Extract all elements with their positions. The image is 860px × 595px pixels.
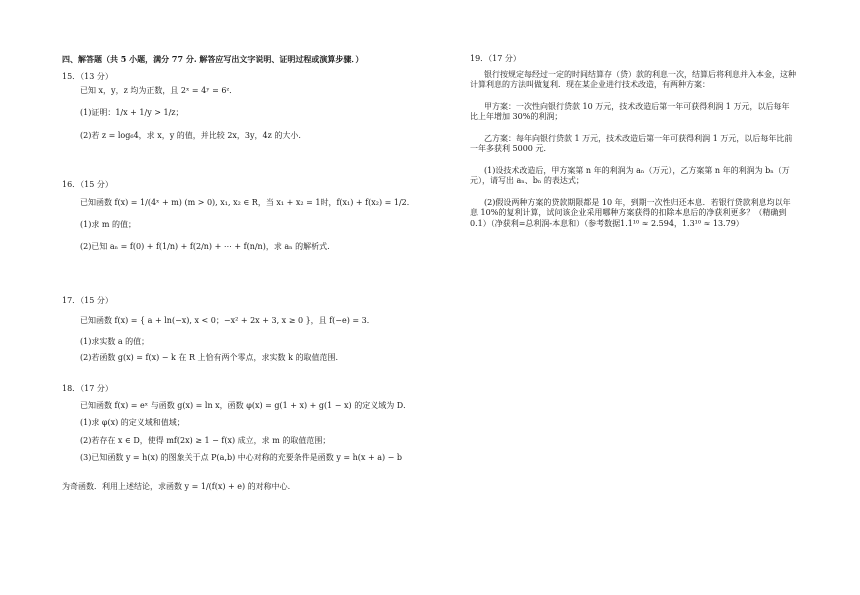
q18-head: 18．（17 分） [62,384,113,393]
q18-part3-cont: 为奇函数．利用上述结论，求函数 y = 1/(f(x) + e) 的对称中心. [62,482,291,491]
q19-plan-b-text: 乙方案：每年向银行贷款 1 万元，技术改造后第一年可获得利润 1 万元，以后每年比前一年多获利 5000 元． [470,134,793,154]
q15-part1: (1)证明：1/x + 1/y > 1/z； [80,108,184,117]
q18-part3: (3)已知函数 y = h(x) 的图象关于点 P(a,b) 中心对称的充要条件是函数 y = h(x + a) − b [80,453,403,462]
q17-part1: (1)求实数 a 的值； [80,337,150,346]
q18-part1: (1)求 φ(x) 的定义域和值域； [80,418,185,427]
q15-stem: 已知 x，y，z 均为正数，且 2ˣ = 4ʸ = 6ᶻ． [80,86,238,95]
q16-head: 16．（15 分） [62,180,113,189]
q16-stem: 已知函数 f(x) = 1/(4ˣ + m) (m > 0), x₁, x₂ ∈ R，当 x₁ + x₂ = 1时，f(x₁) + f(x₂) = 1/2． [80,198,415,207]
q19-part2-text: (2)假设两种方案的贷款期限都是 10 年，到期一次性归还本息．若银行贷款利息均以年息 10%的复利计算，试问该企业采用哪种方案获得的扣除本息后的净获利更多？（精确到 0.1）（净获利=总利润-本息和）（参考数据1.1¹⁰ ≈ 2.594，1.3¹⁰ ≈ 13.79） [470,198,791,228]
q19-plan-a [470,102,796,123]
q19-part1-text: (1)设技术改造后，甲方案第 n 年的利润为 aₙ（万元），乙方案第 n 年的利润为 bₙ（万元），请写出 aₙ、bₙ 的表达式； [470,166,790,186]
q19-part1 [470,166,796,187]
q16-part1: (1)求 m 的值； [80,220,137,229]
section-header: 四、解答题（共 5 小题，满分 77 分. 解答应写出文字说明、证明过程或演算步骤．） [62,54,364,64]
q19-intro [470,70,796,91]
q18-stem: 已知函数 f(x) = eˣ 与函数 g(x) = ln x，函数 φ(x) = g(1 + x) + g(1 − x) 的定义域为 D． [80,401,412,410]
q17-stem: 已知函数 f(x) = { a + ln(−x), x < 0；−x² + 2x + 3, x ≥ 0 }，且 f(−e) = 3． [80,316,375,325]
q19-plan-a-text: 甲方案：一次性向银行贷款 10 万元，技术改造后第一年可获得利润 1 万元，以后每年比上年增加 30%的利润； [470,102,790,122]
q17-part2: (2)若函数 g(x) = f(x) − k 在 R 上恰有两个零点，求实数 k 的取值范围. [80,353,339,362]
q19-intro-text: 银行按规定每经过一定的时间结算存（贷）款的利息一次，结算后将利息并入本金，这种计算利息的方法叫做复利．现在某企业进行技术改造，有两种方案： [470,70,796,90]
q16-part2: (2)已知 aₙ = f(0) + f(1/n) + f(2/n) + ⋯ + f(n/n)，求 aₙ 的解析式. [80,242,330,251]
q15-head: 15．（13 分） [62,72,113,81]
q19-part2 [470,198,796,229]
q15-part2: (2)若 z = log₆4，求 x，y 的值，并比较 2x，3y，4z 的大小. [80,131,301,140]
q19-head: 19．（17 分） [470,54,521,63]
q18-part2: (2)若存在 x ∈ D，使得 mf(2x) ≥ 1 − f(x) 成立，求 m 的取值范围； [80,436,331,445]
q19-plan-b [470,134,796,155]
q17-head: 17．（15 分） [62,296,113,305]
